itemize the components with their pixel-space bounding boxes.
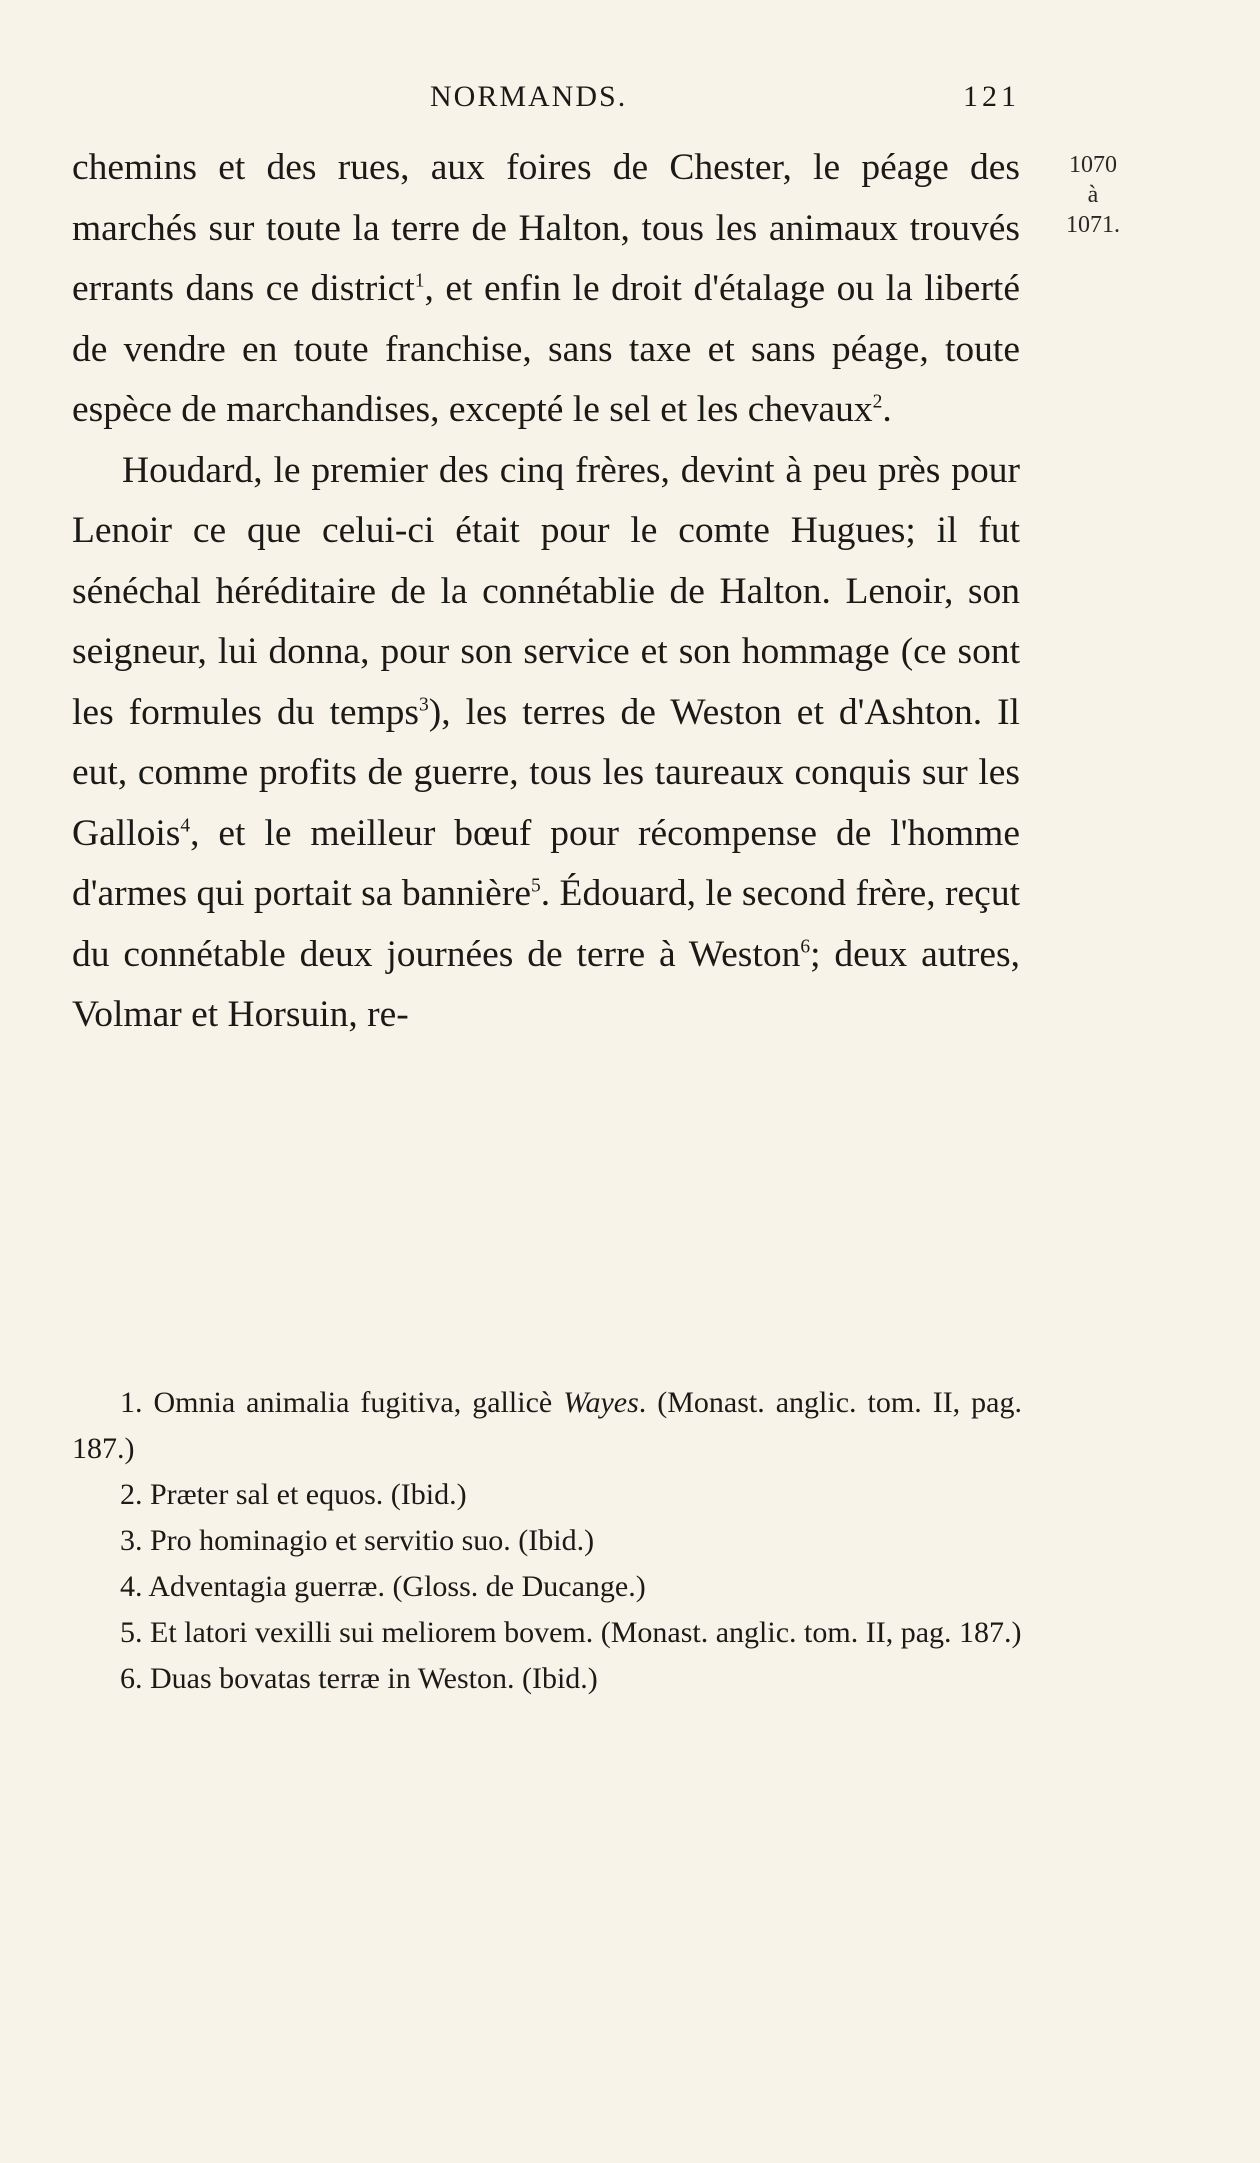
body-text [72,138,1020,1046]
page-number: 121 [963,80,1020,113]
footnote-number: 5. [120,1616,143,1649]
running-title: NORMANDS. [430,80,628,113]
footnote-ref-5: 5 [530,875,541,897]
margin-date-from: 1070 [1069,152,1117,178]
footnote-number: 2. [120,1478,143,1511]
footnote-number: 6. [120,1662,143,1695]
footnote-text: . (Monast. anglic. tom. II, pag. 187.) [72,1386,1022,1465]
footnote-text: Adventagia guerræ. (Gloss. de Ducange.) [148,1570,646,1603]
text-run: . [882,389,892,430]
footnote-6 [72,1656,1022,1702]
footnote-ref-6: 6 [800,936,811,957]
margin-date-to: 1071. [1066,212,1120,238]
footnote-ref-4: 4 [180,815,191,836]
paragraph-2 [72,441,1020,1046]
footnote-number: 3. [120,1524,143,1557]
footnote-number: 4. [120,1570,143,1603]
text-run: , et le meilleur bœuf pour récompense de l'homme d'armes qui portait sa bannière [72,812,1020,914]
text-run: Houdard, le premier des cinq frères, devint à peu près pour Lenoir ce que celui-ci était pour le comte Hugues; il fut sénéchal héréditaire de la connétablie de Halton. Lenoir, son seigneur, lui donna, pour son service et son hommage (ce sont les formules du temps [72,449,1020,733]
footnote-5 [72,1610,1022,1656]
footnote-ref-2: 2 [872,391,883,413]
footnote-italic: Wayes [563,1386,639,1419]
footnote-1 [72,1380,1022,1472]
text-run: , et enfin le droit d'étalage ou la liberté de vendre en toute franchise, sans taxe et sans péage, toute espèce de marchandises, excepté le sel et les chevaux [72,268,1020,430]
footnote-text: Et latori vexilli sui meliorem bovem. (Monast. anglic. tom. II, pag. 187.) [150,1616,1022,1649]
footnote-text: Pro hominagio et servitio suo. (Ibid.) [150,1524,595,1557]
footnote-4 [72,1564,1022,1610]
footnote-ref-1: 1 [414,270,425,292]
paragraph-1 [72,138,1020,441]
footnotes [72,1380,1022,1702]
margin-date [1038,150,1148,240]
footnote-3 [72,1518,1022,1564]
text-run: ), les terres de Weston et d'Ashton. Il eut, comme profits de guerre, tous les taureaux conquis sur les Gallois [72,691,1020,854]
footnote-text: Præter sal et equos. (Ibid.) [150,1478,467,1511]
running-head [430,80,1030,120]
text-run: chemins et des rues, aux foires de Chester, le péage des marchés sur toute la terre de Halton, tous les animaux trouvés errants dans ce district [72,147,1020,309]
footnote-2 [72,1472,1022,1518]
margin-date-separator: à [1087,182,1099,208]
footnote-text: Omnia animalia fugitiva, gallicè [153,1386,553,1419]
footnote-ref-3: 3 [419,694,429,715]
text-run: . Édouard, le second frère, reçut du connétable deux journées de terre à Weston [72,873,1020,975]
footnote-number: 1. [120,1386,143,1419]
footnote-text: Duas bovatas terræ in Weston. (Ibid.) [150,1662,598,1695]
text-run: ; deux autres, Volmar et Horsuin, re- [72,933,1020,1035]
